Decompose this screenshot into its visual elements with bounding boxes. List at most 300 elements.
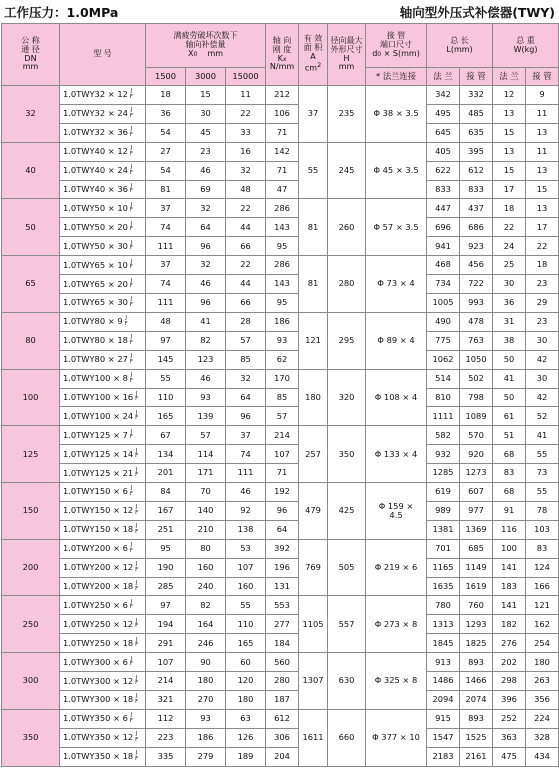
stiffness-cell: 186 — [266, 312, 299, 331]
marker-f: F — [129, 661, 133, 668]
weight-weld-cell: 162 — [526, 615, 559, 634]
marker-j: J — [125, 315, 127, 322]
model-cell — [60, 615, 146, 634]
weight-flange-cell: 141 — [493, 596, 526, 615]
connection-marker — [135, 562, 138, 573]
header-area-sup: 2 — [317, 61, 322, 70]
model-name: 1.0TWY65 × 10 — [63, 259, 128, 270]
table-row — [2, 691, 559, 710]
x0-15000-cell: 92 — [226, 501, 266, 520]
stiffness-cell: 106 — [266, 104, 299, 123]
model-name: 1.0TWY125 × 21 — [63, 467, 134, 478]
connection-marker — [130, 543, 133, 554]
diameter-cell: 280 — [328, 256, 366, 313]
x0-15000-cell: 64 — [226, 388, 266, 407]
area-cell: 1105 — [299, 596, 328, 653]
marker-j: J — [135, 750, 138, 757]
marker-j: J — [130, 220, 133, 227]
weight-weld-cell: 17 — [526, 218, 559, 237]
model-cell — [60, 634, 146, 653]
length-flange-cell: 619 — [427, 483, 460, 502]
header-diameter-line1: 径向最大 — [330, 35, 363, 45]
length-weld-cell: 485 — [460, 104, 493, 123]
dn-cell: 250 — [2, 596, 60, 653]
stiffness-cell: 143 — [266, 218, 299, 237]
model-name: 1.0TWY80 × 18 — [63, 335, 128, 346]
marker-j: J — [135, 617, 138, 624]
stiffness-cell: 85 — [266, 388, 299, 407]
table-row — [2, 256, 559, 275]
table-row — [2, 672, 559, 691]
x0-3000-cell: 140 — [186, 501, 226, 520]
weight-weld-cell: 42 — [526, 388, 559, 407]
x0-3000-cell: 160 — [186, 558, 226, 577]
x0-15000-cell: 16 — [226, 142, 266, 161]
model-name: 1.0TWY32 × 12 — [63, 89, 128, 100]
table-row — [2, 142, 559, 161]
pipe-size-cell — [366, 483, 427, 540]
x0-1500-cell: 95 — [146, 539, 186, 558]
x0-1500-cell: 97 — [146, 596, 186, 615]
weight-weld-cell: 15 — [526, 180, 559, 199]
pipe-size-line: Φ 159 × — [378, 500, 414, 511]
marker-f: F — [129, 377, 133, 384]
table-row — [2, 558, 559, 577]
marker-f: F — [135, 736, 139, 743]
diameter-cell: 425 — [328, 483, 366, 540]
weight-weld-cell: 13 — [526, 199, 559, 218]
x0-3000-cell: 32 — [186, 199, 226, 218]
marker-j: J — [135, 580, 138, 587]
marker-j: J — [130, 107, 133, 114]
marker-f: F — [135, 698, 139, 705]
header-length-line2: L(mm) — [446, 44, 473, 54]
length-flange-cell: 1845 — [427, 634, 460, 653]
weight-flange-cell: 363 — [493, 728, 526, 747]
length-flange-cell: 622 — [427, 161, 460, 180]
marker-f: F — [129, 339, 133, 346]
length-flange-cell: 1285 — [427, 464, 460, 483]
dn-cell: 32 — [2, 86, 60, 143]
table-row — [2, 464, 559, 483]
pipe-size-line: Φ 89 × 4 — [377, 335, 415, 346]
header-stiffness-line1: 轴 向 — [272, 35, 292, 45]
weight-weld-cell: 52 — [526, 407, 559, 426]
x0-3000-cell: 80 — [186, 539, 226, 558]
weight-weld-cell: 13 — [526, 161, 559, 180]
header-length-line1: 总 长 — [450, 35, 469, 45]
length-flange-cell: 833 — [427, 180, 460, 199]
weight-weld-cell: 121 — [526, 596, 559, 615]
x0-1500-cell: 107 — [146, 653, 186, 672]
table-row — [2, 539, 559, 558]
area-cell: 81 — [299, 256, 328, 313]
stiffness-cell: 96 — [266, 501, 299, 520]
connection-marker — [135, 751, 138, 762]
model-name: 1.0TWY40 × 12 — [63, 146, 128, 157]
marker-j: J — [130, 258, 133, 265]
marker-f: F — [129, 226, 133, 233]
model-name: 1.0TWY100 × 8 — [63, 373, 128, 384]
x0-15000-cell: 126 — [226, 728, 266, 747]
length-flange-cell: 2094 — [427, 691, 460, 710]
stiffness-cell: 184 — [266, 634, 299, 653]
stiffness-cell: 286 — [266, 256, 299, 275]
connection-marker — [130, 108, 133, 119]
weight-weld-cell: 42 — [526, 350, 559, 369]
x0-1500-cell: 48 — [146, 312, 186, 331]
x0-3000-cell: 96 — [186, 293, 226, 312]
marker-f: F — [129, 490, 133, 497]
x0-15000-cell: 138 — [226, 520, 266, 539]
length-weld-cell: 502 — [460, 369, 493, 388]
x0-3000-cell: 139 — [186, 407, 226, 426]
weight-flange-cell: 12 — [493, 86, 526, 105]
length-flange-cell: 447 — [427, 199, 460, 218]
marker-f: F — [135, 585, 139, 592]
weight-flange-cell: 141 — [493, 558, 526, 577]
marker-f: F — [129, 301, 133, 308]
x0-15000-cell: 11 — [226, 86, 266, 105]
marker-f: F — [129, 264, 133, 271]
x0-15000-cell: 107 — [226, 558, 266, 577]
table-row — [2, 634, 559, 653]
model-name: 1.0TWY250 × 18 — [63, 637, 134, 648]
marker-j: J — [130, 145, 133, 152]
model-cell — [60, 445, 146, 464]
marker-j: J — [130, 164, 133, 171]
connection-marker — [135, 524, 138, 535]
x0-3000-cell: 82 — [186, 596, 226, 615]
header-pipe — [366, 24, 427, 68]
model-cell — [60, 691, 146, 710]
model-name: 1.0TWY65 × 20 — [63, 278, 128, 289]
weight-weld-cell: 41 — [526, 426, 559, 445]
model-name: 1.0TWY200 × 18 — [63, 581, 134, 592]
x0-1500-cell: 18 — [146, 86, 186, 105]
model-cell — [60, 709, 146, 728]
table-row — [2, 520, 559, 539]
weight-flange-cell: 13 — [493, 104, 526, 123]
weight-flange-cell: 116 — [493, 520, 526, 539]
header-length-weld: 接 管 — [460, 68, 493, 86]
marker-j: J — [135, 523, 138, 530]
pipe-size-cell — [366, 199, 427, 256]
header-weight-line2: W(kg) — [513, 44, 538, 54]
header-diameter-line2: 外形尺寸 — [330, 44, 363, 54]
marker-j: J — [130, 428, 133, 435]
marker-f: F — [129, 169, 133, 176]
connection-marker — [130, 165, 133, 176]
x0-3000-cell: 23 — [186, 142, 226, 161]
marker-f: F — [135, 396, 139, 403]
connection-marker — [130, 486, 133, 497]
x0-15000-cell: 66 — [226, 237, 266, 256]
length-flange-cell: 696 — [427, 218, 460, 237]
length-weld-cell: 993 — [460, 293, 493, 312]
x0-3000-cell: 240 — [186, 577, 226, 596]
marker-f: F — [129, 131, 133, 138]
length-weld-cell: 798 — [460, 388, 493, 407]
weight-flange-cell: 17 — [493, 180, 526, 199]
header-weight-weld: 接 管 — [526, 68, 559, 86]
header-weight-line1: 总 重 — [516, 35, 535, 45]
weight-flange-cell: 50 — [493, 388, 526, 407]
weight-flange-cell: 50 — [493, 350, 526, 369]
header-fatigue-line2: 轴向补偿量 — [185, 40, 226, 50]
length-flange-cell: 810 — [427, 388, 460, 407]
length-flange-cell: 1005 — [427, 293, 460, 312]
weight-flange-cell: 83 — [493, 464, 526, 483]
table-row — [2, 218, 559, 237]
connection-marker — [130, 279, 133, 290]
weight-weld-cell: 11 — [526, 104, 559, 123]
x0-15000-cell: 33 — [226, 123, 266, 142]
length-flange-cell: 1062 — [427, 350, 460, 369]
length-weld-cell: 923 — [460, 237, 493, 256]
x0-3000-cell: 93 — [186, 709, 226, 728]
header-cycles-1500: 1500 — [146, 68, 186, 86]
table-row — [2, 709, 559, 728]
x0-1500-cell: 165 — [146, 407, 186, 426]
stiffness-cell: 64 — [266, 520, 299, 539]
stiffness-cell: 143 — [266, 275, 299, 294]
connection-marker — [130, 335, 133, 346]
model-cell — [60, 672, 146, 691]
model-cell — [60, 331, 146, 350]
model-cell — [60, 256, 146, 275]
header-stiffness-symbol: K — [277, 53, 283, 63]
area-cell: 1307 — [299, 653, 328, 710]
model-name: 1.0TWY250 × 12 — [63, 618, 134, 629]
x0-1500-cell: 55 — [146, 369, 186, 388]
length-flange-cell: 645 — [427, 123, 460, 142]
x0-1500-cell: 36 — [146, 104, 186, 123]
marker-j: J — [130, 296, 133, 303]
marker-j: J — [135, 693, 138, 700]
x0-15000-cell: 189 — [226, 747, 266, 766]
stiffness-cell: 131 — [266, 577, 299, 596]
diameter-cell: 630 — [328, 653, 366, 710]
stiffness-cell: 95 — [266, 237, 299, 256]
model-name: 1.0TWY300 × 12 — [63, 675, 134, 686]
table-row — [2, 596, 559, 615]
model-cell — [60, 237, 146, 256]
header-area — [299, 24, 328, 86]
length-weld-cell: 1619 — [460, 577, 493, 596]
length-weld-cell: 1273 — [460, 464, 493, 483]
x0-15000-cell: 28 — [226, 312, 266, 331]
header-cycles-15000: 15000 — [226, 68, 266, 86]
marker-j: J — [130, 182, 133, 189]
x0-3000-cell: 96 — [186, 237, 226, 256]
x0-1500-cell: 335 — [146, 747, 186, 766]
length-flange-cell: 2183 — [427, 747, 460, 766]
pipe-size-line: Φ 273 × 8 — [374, 618, 418, 629]
table-row — [2, 388, 559, 407]
x0-15000-cell: 66 — [226, 293, 266, 312]
x0-1500-cell: 111 — [146, 293, 186, 312]
x0-3000-cell: 279 — [186, 747, 226, 766]
model-cell — [60, 123, 146, 142]
x0-1500-cell: 110 — [146, 388, 186, 407]
length-flange-cell: 941 — [427, 237, 460, 256]
model-name: 1.0TWY300 × 18 — [63, 694, 134, 705]
x0-3000-cell: 210 — [186, 520, 226, 539]
length-flange-cell: 342 — [427, 86, 460, 105]
model-cell — [60, 293, 146, 312]
length-weld-cell: 685 — [460, 539, 493, 558]
length-flange-cell: 495 — [427, 104, 460, 123]
header-pipe-symbol: d — [372, 48, 378, 58]
marker-f: F — [135, 566, 139, 573]
weight-weld-cell: 22 — [526, 237, 559, 256]
pipe-size-line: Φ 57 × 3.5 — [373, 221, 419, 232]
x0-3000-cell: 114 — [186, 445, 226, 464]
x0-15000-cell: 22 — [226, 199, 266, 218]
x0-1500-cell: 190 — [146, 558, 186, 577]
x0-15000-cell: 55 — [226, 596, 266, 615]
x0-15000-cell: 53 — [226, 539, 266, 558]
x0-1500-cell: 54 — [146, 161, 186, 180]
marker-f: F — [135, 509, 139, 516]
pipe-size-line: Φ 377 × 10 — [372, 732, 420, 743]
table-row — [2, 199, 559, 218]
weight-weld-cell: 78 — [526, 501, 559, 520]
pipe-size-line: Φ 38 × 3.5 — [373, 108, 419, 119]
model-cell — [60, 501, 146, 520]
model-name: 1.0TWY350 × 12 — [63, 732, 134, 743]
model-cell — [60, 218, 146, 237]
length-flange-cell: 932 — [427, 445, 460, 464]
stiffness-cell: 306 — [266, 728, 299, 747]
marker-j: J — [130, 277, 133, 284]
dn-cell: 80 — [2, 312, 60, 369]
header-dn-line1: 公 称 — [21, 35, 40, 45]
header-stiffness-unit: N/mm — [269, 62, 295, 72]
header-area-unit: cm — [304, 63, 318, 73]
marker-f: F — [129, 434, 133, 441]
pipe-size-cell — [366, 86, 427, 143]
length-flange-cell: 1381 — [427, 520, 460, 539]
diameter-cell: 350 — [328, 426, 366, 483]
length-weld-cell: 920 — [460, 445, 493, 464]
length-flange-cell: 1635 — [427, 577, 460, 596]
model-name: 1.0TWY50 × 20 — [63, 221, 128, 232]
model-name: 1.0TWY350 × 6 — [63, 713, 128, 724]
model-cell — [60, 596, 146, 615]
model-cell — [60, 199, 146, 218]
area-cell: 769 — [299, 539, 328, 596]
model-cell — [60, 407, 146, 426]
area-cell: 55 — [299, 142, 328, 199]
connection-marker — [130, 430, 133, 441]
model-cell — [60, 142, 146, 161]
model-name: 1.0TWY40 × 36 — [63, 183, 128, 194]
marker-f: F — [129, 207, 133, 214]
marker-j: J — [130, 201, 133, 208]
stiffness-cell: 57 — [266, 407, 299, 426]
table-row — [2, 747, 559, 766]
x0-3000-cell: 46 — [186, 161, 226, 180]
length-flange-cell: 405 — [427, 142, 460, 161]
weight-flange-cell: 298 — [493, 672, 526, 691]
x0-1500-cell: 145 — [146, 350, 186, 369]
x0-3000-cell: 246 — [186, 634, 226, 653]
pipe-size-line: 4.5 — [389, 509, 403, 520]
x0-1500-cell: 74 — [146, 218, 186, 237]
stiffness-cell: 553 — [266, 596, 299, 615]
marker-j: J — [135, 731, 138, 738]
weight-flange-cell: 30 — [493, 275, 526, 294]
table-row — [2, 577, 559, 596]
weight-flange-cell: 13 — [493, 142, 526, 161]
length-flange-cell: 915 — [427, 709, 460, 728]
length-weld-cell: 2161 — [460, 747, 493, 766]
header-diameter — [328, 24, 366, 86]
x0-3000-cell: 270 — [186, 691, 226, 710]
weight-flange-cell: 24 — [493, 237, 526, 256]
table-row — [2, 104, 559, 123]
diameter-cell: 320 — [328, 369, 366, 426]
length-flange-cell: 775 — [427, 331, 460, 350]
model-name: 1.0TWY50 × 30 — [63, 240, 128, 251]
model-name: 1.0TWY100 × 24 — [63, 410, 134, 421]
marker-f: F — [129, 283, 133, 290]
pipe-size-cell — [366, 256, 427, 313]
x0-15000-cell: 160 — [226, 577, 266, 596]
length-weld-cell: 1825 — [460, 634, 493, 653]
model-name: 1.0TWY150 × 6 — [63, 486, 128, 497]
spec-table — [1, 23, 559, 767]
x0-1500-cell: 97 — [146, 331, 186, 350]
marker-j: J — [130, 353, 133, 360]
x0-3000-cell: 82 — [186, 331, 226, 350]
x0-15000-cell: 32 — [226, 369, 266, 388]
header-pipe-sub: 0 — [377, 50, 382, 58]
marker-f: F — [129, 358, 133, 365]
weight-weld-cell: 30 — [526, 369, 559, 388]
header-cycles-3000: 3000 — [186, 68, 226, 86]
header-weight-flange: 法 兰 — [493, 68, 526, 86]
length-weld-cell: 760 — [460, 596, 493, 615]
stiffness-cell: 71 — [266, 161, 299, 180]
marker-j: J — [135, 466, 138, 473]
model-cell — [60, 86, 146, 105]
length-weld-cell: 635 — [460, 123, 493, 142]
model-name: 1.0TWY150 × 18 — [63, 524, 134, 535]
weight-flange-cell: 38 — [493, 331, 526, 350]
table-row — [2, 86, 559, 105]
marker-j: J — [135, 390, 138, 397]
model-name: 1.0TWY125 × 14 — [63, 448, 134, 459]
diameter-cell: 557 — [328, 596, 366, 653]
stiffness-cell: 95 — [266, 293, 299, 312]
header-fatigue-line1: 满疲劳破坏次数下 — [173, 31, 238, 41]
model-cell — [60, 180, 146, 199]
header-area-line1: 有 效 — [303, 34, 323, 44]
length-flange-cell: 913 — [427, 653, 460, 672]
header-pipe-line1: 接 管 — [386, 31, 406, 41]
x0-1500-cell: 67 — [146, 426, 186, 445]
pipe-size-cell — [366, 426, 427, 483]
weight-weld-cell: 356 — [526, 691, 559, 710]
connection-marker — [130, 89, 133, 100]
x0-1500-cell: 167 — [146, 501, 186, 520]
length-weld-cell: 1466 — [460, 672, 493, 691]
x0-3000-cell: 64 — [186, 218, 226, 237]
pipe-size-line: Φ 219 × 6 — [374, 561, 418, 572]
